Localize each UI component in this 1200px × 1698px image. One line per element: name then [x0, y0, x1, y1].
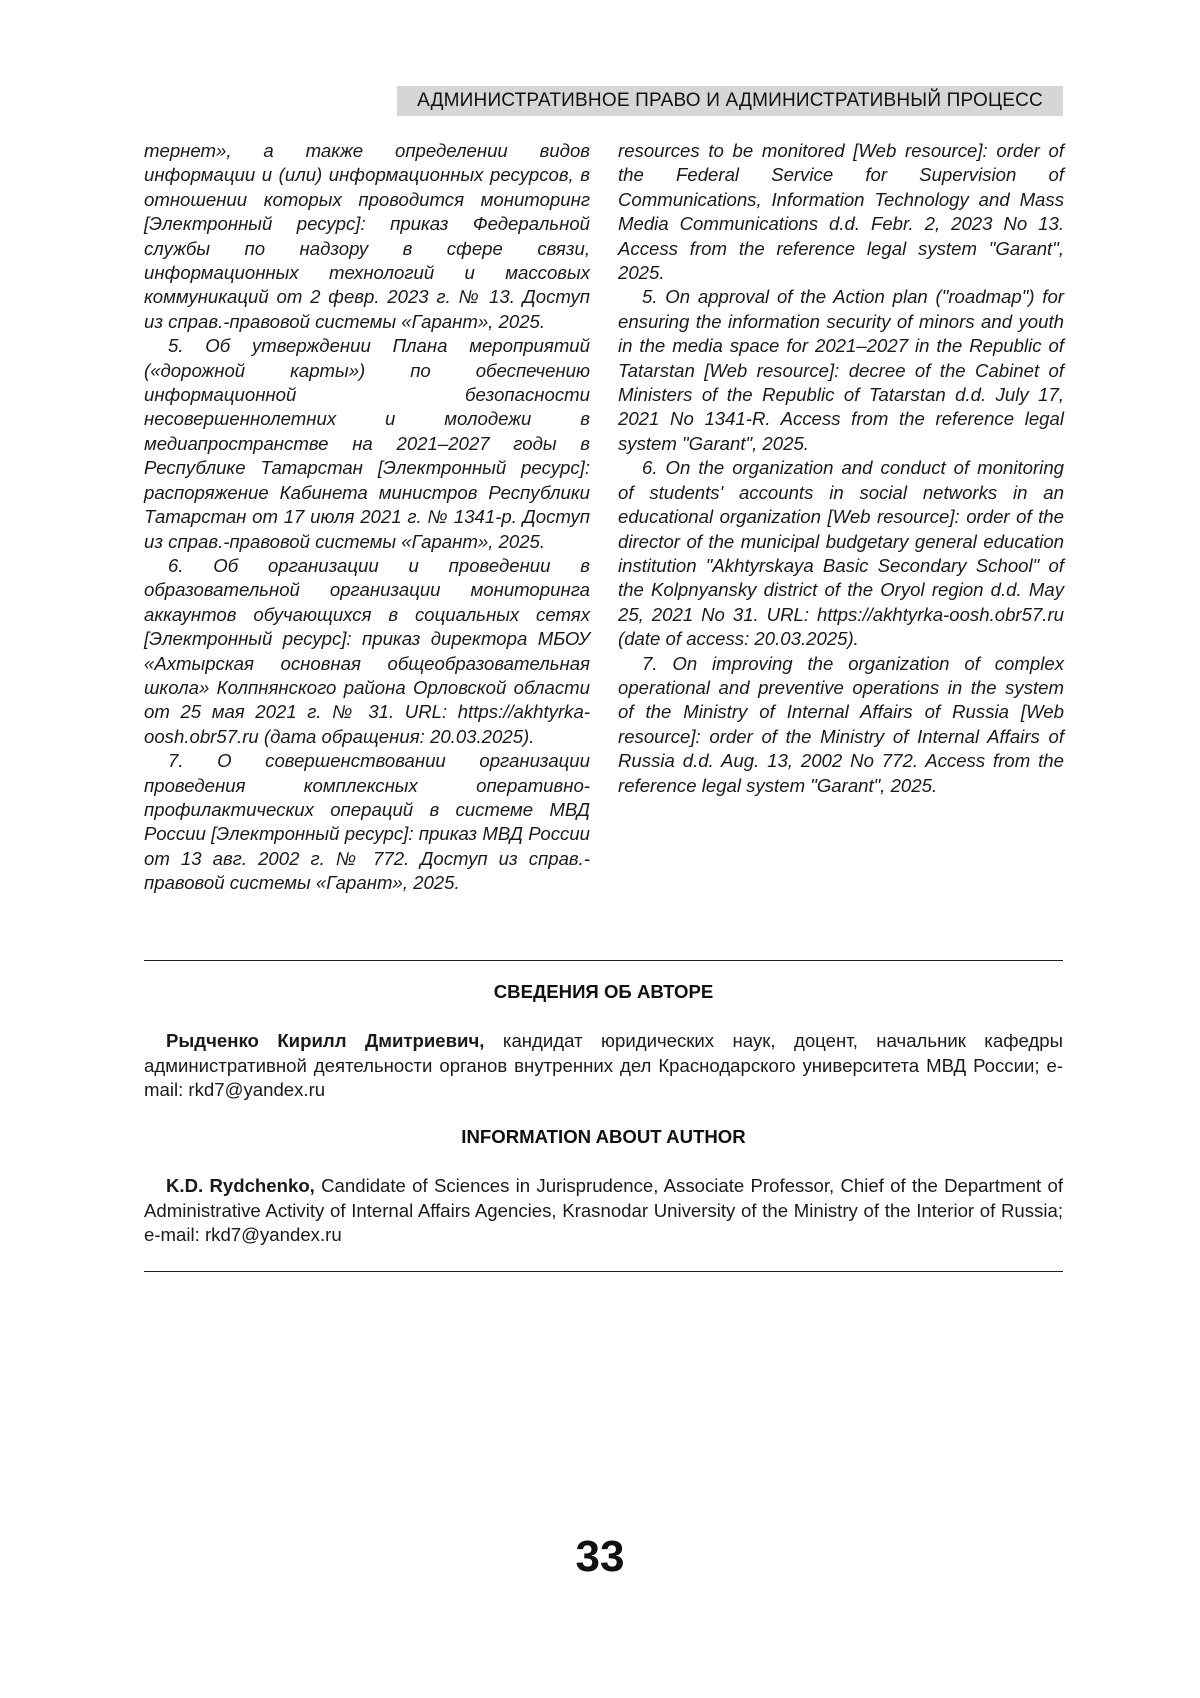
reference-en-5: 5. On approval of the Action plan ("roadmap") for ensuring the information security of minors and youth in the media space for 2021–2027 in the Republic of Tatarstan [Web resource]: decree of the Cabinet of Ministers of the Republic of Tatarstan d.d. July 17, 2021 No 1341-R. Access from the reference legal system "Garant", 2025.	[618, 286, 1064, 454]
author-name-ru: Рыдченко Кирилл Дмитриевич,	[166, 1030, 485, 1051]
section-divider-top	[144, 960, 1063, 961]
page-number: 33	[575, 1532, 625, 1581]
reference-ru-5: 5. Об утверждении Плана мероприятий («дорожной карты») по обеспечению информационной безопасности несовершеннолетних и молодежи в медиапространстве на 2021–2027 годы в Республике Татарстан [Электронный ресурс]: распоряжение Кабинета министров Республики Татарстан от 17 июля 2021 г. № 1341-р. Доступ из справ.-правовой системы «Гарант», 2025.	[144, 335, 590, 552]
author-details-ru: кандидат юридических наук, доцент, начальник кафедры административной деятельности органов внутренних дел Краснодарского университета МВД России; e-mail: rkd7@yandex.ru	[144, 1030, 1063, 1101]
reference-en-7: 7. On improving the organization of complex operational and preventive operations in the system of the Ministry of Internal Affairs of Russia [Web resource]: order of the Ministry of Internal Affairs of Russia d.d. Aug. 13, 2002 No 772. Access from the reference legal system "Garant", 2025.	[618, 652, 1064, 796]
author-name-en: K.D. Rydchenko,	[166, 1175, 315, 1196]
reference-en-4-continued: resources to be monitored [Web resource]: order of the Federal Service for Supervision of Communications, Information Technology and Mass Media Communications d.d. Febr. 2, 2023 No 13. Access from the reference legal system "Garant", 2025.	[618, 140, 1064, 284]
running-header-title: АДМИНИСТРАТИВНОЕ ПРАВО И АДМИНИСТРАТИВНЫЙ ПРОЦЕСС	[417, 90, 1043, 111]
reference-en-6: 6. On the organization and conduct of monitoring of students' accounts in social networks in an educational organization [Web resource]: order of the director of the municipal budgetary general education institution "Akhtyrskaya Basic Secondary School" of the Kolpnyansky district of the Oryol region d.d. May 25, 2021 No 31. URL: https://akhtyrka-oosh.obr57.ru (date of access: 20.03.2025).	[618, 457, 1064, 650]
references-column-ru	[144, 139, 590, 896]
references-column-en	[618, 139, 1064, 798]
reference-ru-6: 6. Об организации и проведении в образовательной организации мониторинга аккаунтов обучающихся в социальных сетях [Электронный ресурс]: приказ директора МБОУ «Ахтырская основная общеобразовательная школа» Колпнянского района Орловской области от 25 мая 2021 г. № 31. URL: https://akhtyrka-oosh.obr57.ru (дата обращения: 20.03.2025).	[144, 554, 590, 747]
reference-ru-7: 7. О совершенствовании организации проведения комплексных оперативно-профилактических операций в системе МВД России [Электронный ресурс]: приказ МВД России от 13 авг. 2002 г. № 772. Доступ из справ.-правовой системы «Гарант», 2025.	[144, 750, 590, 894]
author-info-en	[144, 1174, 1063, 1248]
author-section-heading-ru: СВЕДЕНИЯ ОБ АВТОРЕ	[493, 981, 714, 1002]
author-info-ru	[144, 1029, 1063, 1103]
reference-ru-4-continued: тернет», а также определении видов информации и (или) информационных ресурсов, в отношении которых проводится мониторинг [Электронный ресурс]: приказ Федеральной службы по надзору в сфере связи, информационных технологий и массовых коммуникаций от 2 февр. 2023 г. № 13. Доступ из справ.-правовой системы «Гарант», 2025.	[144, 140, 590, 332]
author-details-en: Candidate of Sciences in Jurisprudence, Associate Professor, Chief of the Department of Administrative Activity of Internal Affairs Agencies, Krasnodar University of the Ministry of the Interior of Russia; e-mail: rkd7@yandex.ru	[144, 1175, 1063, 1246]
section-divider-bottom	[144, 1271, 1063, 1272]
author-section-heading-en: INFORMATION ABOUT AUTHOR	[461, 1126, 746, 1147]
